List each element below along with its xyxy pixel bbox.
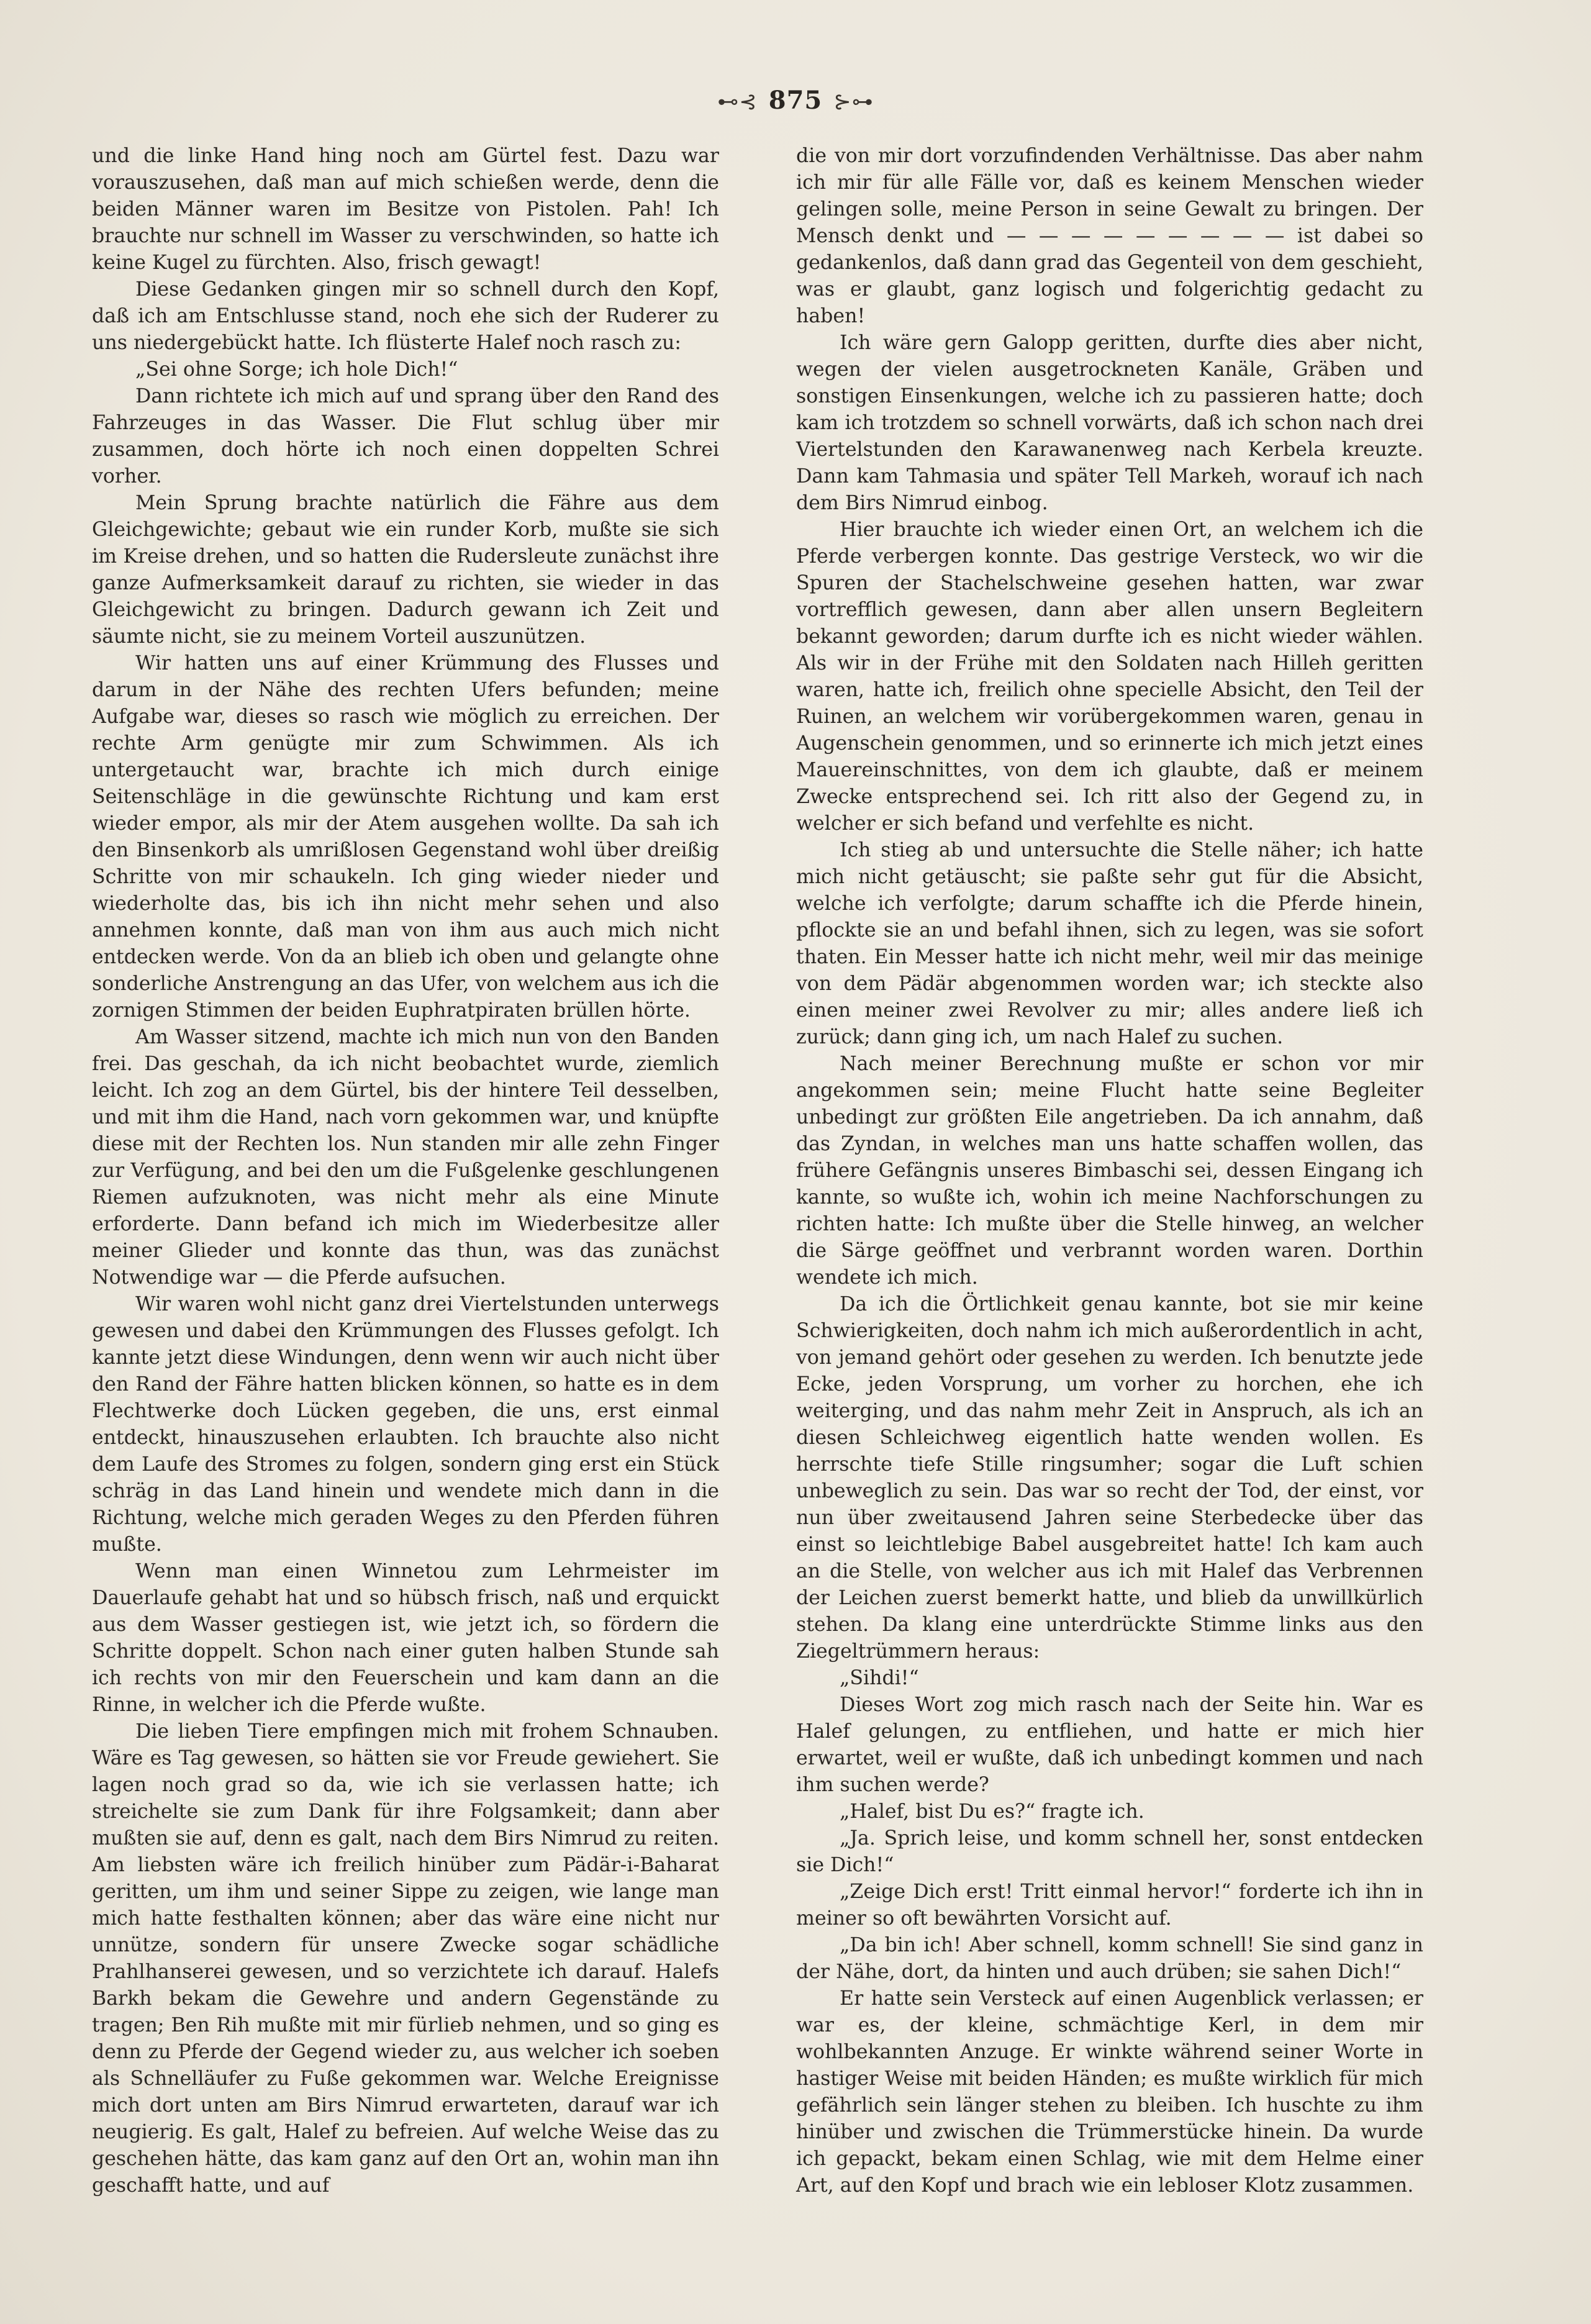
paragraph: und die linke Hand hing noch am Gürtel fest. Dazu war vorauszusehen, daß man auf mich schießen werde, denn die beiden Männer waren im Besitze von Pistolen. Pah! Ich brauchte nur schnell im Wasser zu verschwinden, so hatte ich keine Kugel zu fürchten. Also, frisch gewagt! (92, 145, 719, 274)
paragraph: die von mir dort vorzufindenden Verhältnisse. Das aber nahm ich mir für alle Fälle vor, daß es keinem Menschen wieder gelingen solle, meine Person in seine Gewalt zu bringen. Der Mensch denkt und — — — — — — — — — ist dabei so gedankenlos, daß dann grad das Gegenteil von dem geschieht, was er glaubt, ganz logisch und folgerichtig gedacht zu haben! (796, 145, 1423, 327)
paragraph: „Sihdi!“ (840, 1667, 919, 1689)
paragraph: Da ich die Örtlichkeit genau kannte, bot sie mir keine Schwierigkeiten, doch nahm ich mich außerordentlich in acht, von jemand gehört oder gesehen zu werden. Ich benutzte jede Ecke, jeden Vorsprung, um vorher zu horchen, ehe ich weiterging, und das nahm mehr Zeit in Anspruch, als ich an diesen Schleichweg eigentlich hatte wenden wollen. Es herrschte tiefe Stille ringsumher; sogar die Luft schien unbeweglich zu sein. Das war so recht der Tod, der einst, vor nun über zweitausend Jahren seine Sterbedecke über das einst so leichtlebige Babel ausgebreitet hatte! Ich kam auch an die Stelle, von welcher aus ich mit Halef das Verbrennen der Leichen zuerst bemerkt hatte, und blieb da unwillkürlich stehen. Da klang eine unterdrückte Stimme links aus den Ziegeltrümmern heraus: (796, 1293, 1423, 1663)
paragraph: Wir waren wohl nicht ganz drei Viertelstunden unterwegs gewesen und dabei den Krümmungen des Flusses gefolgt. Ich kannte jetzt diese Windungen, denn wenn wir auch nicht über den Rand der Fähre hatten blicken können, so hatte es in dem Flechtwerke doch Lücken gegeben, die uns, erst einmal entdeckt, hinauszusehen erlaubten. Ich brauchte also nicht dem Laufe des Stromes zu folgen, sondern ging erst ein Stück schräg in das Land hinein und wendete mich dann in die Richtung, welche mich geraden Weges zu den Pferden führen mußte. (92, 1293, 719, 1556)
paragraph: Dann richtete ich mich auf und sprang über den Rand des Fahrzeuges in das Wasser. Die Flut schlug über mir zusammen, doch hörte ich noch einen doppelten Schrei vorher. (92, 385, 719, 488)
right-column (796, 143, 1423, 2199)
paragraph: Mein Sprung brachte natürlich die Fähre aus dem Gleichgewichte; gebaut wie ein runder Korb, mußte sie sich im Kreise drehen, und so hatten die Rudersleute zunächst ihre ganze Aufmerksamkeit darauf zu richten, sie wieder in das Gleichgewicht zu bringen. Dadurch gewann ich Zeit und säumte nicht, sie zu meinem Vorteil auszunützen. (92, 492, 719, 648)
ornament-right-icon: ⊱⊶ (833, 89, 874, 114)
paragraph: Die lieben Tiere empfingen mich mit frohem Schnauben. Wäre es Tag gewesen, so hätten sie vor Freude gewiehert. Sie lagen noch grad so da, wie ich sie verlassen hatte; ich streichelte sie zum Dank für ihre Folgsamkeit; dann aber mußten sie auf, denn es galt, nach dem Birs Nimrud zu reiten. Am liebsten wäre ich freilich hinüber zum Pädär-i-Baharat geritten, um ihm und seiner Sippe zu zeigen, wie lange man mich hatte festhalten können; aber das wäre eine nicht nur unnütze, sondern für unsere Zwecke sogar schädliche Prahlhanserei gewesen, und so verzichtete ich darauf. Halefs Barkh bekam die Gewehre und andern Gegenstände zu tragen; Ben Rih mußte mit mir fürlieb nehmen, und so ging es denn zu Pferde der Gegend wieder zu, aus welcher ich soeben als Schnelläufer zu Fuße gekommen war. Welche Ereignisse mich dort unten am Birs Nimrud erwarteten, darauf war ich neugierig. Es galt, Halef zu befreien. Auf welche Weise das zu geschehen hätte, das kam ganz auf den Ort an, wohin man ihn geschafft hatte, und auf (92, 1720, 719, 2197)
paragraph: „Da bin ich! Aber schnell, komm schnell! Sie sind ganz in der Nähe, dort, da hinten und auch drüben; sie sahen Dich!“ (796, 1934, 1423, 1983)
page-number (0, 86, 1591, 115)
paragraph: „Sei ohne Sorge; ich hole Dich!“ (135, 358, 458, 381)
paragraph: „Halef, bist Du es?“ fragte ich. (840, 1800, 1145, 1823)
paragraph: Nach meiner Berechnung mußte er schon vor mir angekommen sein; meine Flucht hatte seine Begleiter unbedingt zur größten Eile angetrieben. Da ich annahm, daß das Zyndan, in welches man uns hatte schaffen wollen, das frühere Gefängnis unseres Bimbaschi sei, dessen Eingang ich kannte, so wußte ich, wohin ich meine Nachforschungen zu richten hatte: Ich mußte über die Stelle hinweg, an welcher die Särge geöffnet und verbrannt worden waren. Dorthin wendete ich mich. (796, 1053, 1423, 1289)
paragraph: Hier brauchte ich wieder einen Ort, an welchem ich die Pferde verbergen konnte. Das gestrige Versteck, wo wir die Spuren der Stachelschweine gesehen hatten, war zwar vortrefflich gewesen, dann aber allen unsern Begleitern bekannt geworden; darum durfte ich es nicht wieder wählen. Als wir in der Frühe mit den Soldaten nach Hilleh geritten waren, hatte ich, freilich ohne specielle Absicht, den Teil der Ruinen, an welchem wir vorübergekommen waren, genau in Augenschein genommen, und so erinnerte ich mich jetzt eines Mauereinschnittes, von dem ich glaubte, daß er meinem Zwecke entsprechend sei. Ich ritt also der Gegend zu, in welcher er sich befand und verfehlte es nicht. (796, 519, 1423, 835)
paragraph: Ich wäre gern Galopp geritten, durfte dies aber nicht, wegen der vielen ausgetrockneten Kanäle, Gräben und sonstigen Einsenkungen, welche ich zu passieren hatte; doch kam ich trotzdem so schnell vorwärts, daß ich schon nach drei Viertelstunden den Karawanenweg nach Kerbela kreuzte. Dann kam Tahmasia und später Tell Markeh, worauf ich nach dem Birs Nimrud einbog. (796, 332, 1423, 514)
paragraph: Er hatte sein Versteck auf einen Augenblick verlassen; er war es, der kleine, schmächtige Kerl, in dem mir wohlbekannten Anzuge. Er winkte während seiner Worte in hastiger Weise mit beiden Händen; es mußte wirklich für mich gefährlich sein länger stehen zu bleiben. Ich huschte zu ihm hinüber und zwischen die Trümmerstücke hinein. Da wurde ich gepackt, bekam einen Schlag, wie mit dem Helme einer Art, auf den Kopf und brach wie ein lebloser Klotz zusammen. (796, 1987, 1423, 2197)
left-column (92, 143, 719, 2199)
paragraph: Diese Gedanken gingen mir so schnell durch den Kopf, daß ich am Entschlusse stand, noch ehe sich der Ruderer zu uns niedergebückt hatte. Ich flüsterte Halef noch rasch zu: (92, 278, 719, 354)
paragraph: Wenn man einen Winnetou zum Lehrmeister im Dauerlaufe gehabt hat und so hübsch frisch, naß und erquickt aus dem Wasser gestiegen ist, wie jetzt ich, so fördern die Schritte doppelt. Schon nach einer guten halben Stunde sah ich rechts von mir den Feuerschein und kam dann an die Rinne, in welcher ich die Pferde wußte. (92, 1560, 719, 1716)
paragraph: Wir hatten uns auf einer Krümmung des Flusses und darum in der Nähe des rechten Ufers befunden; meine Aufgabe war, dieses so rasch wie möglich zu erreichen. Der rechte Arm genügte mir zum Schwimmen. Als ich untergetaucht war, brachte ich mich durch einige Seitenschläge in die gewünschte Richtung und kam erst wieder empor, als mir der Atem ausgehen wollte. Da sah ich den Binsenkorb als umrißlosen Gegenstand wohl über dreißig Schritte von mir schaukeln. Ich ging wieder nieder und wiederholte das, bis ich ihn nicht mehr sehen und also annehmen konnte, daß man von ihm aus auch mich nicht entdecken werde. Von da an blieb ich oben und gelangte ohne sonderliche Anstrengung an das Ufer, von welchem aus ich die zornigen Stimmen der beiden Euphratpiraten brüllen hörte. (92, 652, 719, 1022)
paragraph: „Ja. Sprich leise, und komm schnell her, sonst entdecken sie Dich!“ (796, 1827, 1423, 1876)
ornament-left-icon: ⊷⊰ (717, 89, 758, 114)
page-number-text: 875 (768, 86, 823, 115)
paragraph: „Zeige Dich erst! Tritt einmal hervor!“ forderte ich ihn in meiner so oft bewährten Vorsicht auf. (796, 1881, 1423, 1930)
paragraph: Am Wasser sitzend, machte ich mich nun von den Banden frei. Das geschah, da ich nicht beobachtet wurde, ziemlich leicht. Ich zog an dem Gürtel, bis der hintere Teil desselben, und mit ihm die Hand, nach vorn gekommen war, und knüpfte diese mit der Rechten los. Nun standen mir alle zehn Finger zur Verfügung, and bei den um die Fußgelenke geschlungenen Riemen aufzuknoten, was nicht mehr als eine Minute erforderte. Dann befand ich mich im Wiederbesitze aller meiner Glieder und konnte das thun, was das zunächst Notwendige war — die Pferde aufsuchen. (92, 1026, 719, 1289)
paragraph: Ich stieg ab und untersuchte die Stelle näher; ich hatte mich nicht getäuscht; sie paßte sehr gut für die Absicht, welche ich verfolgte; darum schaffte ich die Pferde hinein, pflockte sie an und befahl ihnen, sich zu legen, was sie sofort thaten. Ein Messer hatte ich nicht mehr, weil mir das meinige von dem Pädär abgenommen worden war; ich steckte also einen meiner zwei Revolver zu mir; alles andere ließ ich zurück; dann ging ich, um nach Halef zu suchen. (796, 839, 1423, 1048)
paragraph: Dieses Wort zog mich rasch nach der Seite hin. War es Halef gelungen, zu entfliehen, und hatte er mich hier erwartet, weil er wußte, daß ich unbedingt kommen und nach ihm suchen werde? (796, 1694, 1423, 1796)
